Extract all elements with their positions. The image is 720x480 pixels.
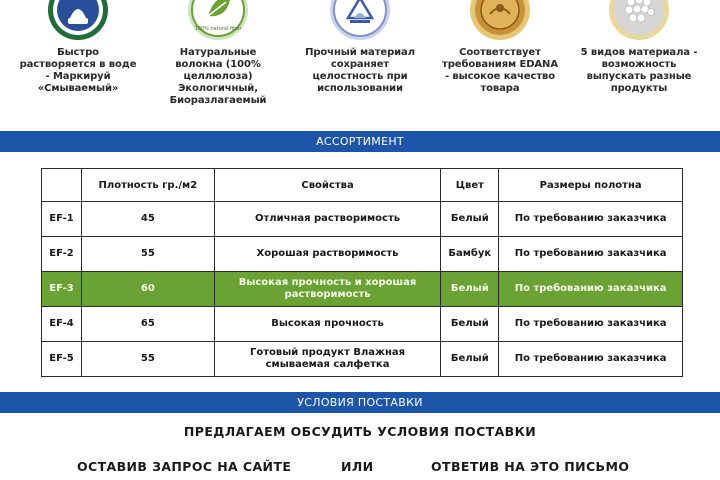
table-row xyxy=(42,237,683,272)
assortment-table xyxy=(41,168,683,377)
cell-size: По требованию заказчика xyxy=(499,307,683,342)
cell-property: Хорошая растворимость xyxy=(214,237,441,272)
strong-material-icon xyxy=(328,0,392,42)
table-row xyxy=(42,342,683,377)
cell-density: 55 xyxy=(81,342,214,377)
header-property: Свойства xyxy=(214,169,441,202)
cell-property: Готовый продукт Влажная смываемая салфетка xyxy=(214,342,441,377)
or-separator: ИЛИ xyxy=(341,459,374,474)
table-header-row xyxy=(42,169,683,202)
feature-text: Быстро растворяется в воде - Маркируй «Смываемый» xyxy=(19,47,137,94)
material-texture-icon xyxy=(607,0,671,42)
cell-color: Белый xyxy=(441,272,499,307)
request-on-site-link[interactable]: ОСТАВИВ ЗАПРОС НА САЙТЕ xyxy=(77,459,292,474)
cell-density: 60 xyxy=(81,272,214,307)
feature-text: Натуральные волокна (100% целлюлоза) Экологичный, Биоразлагаемый xyxy=(169,47,267,106)
cell-density: 65 xyxy=(81,307,214,342)
cell-size: По требованию заказчика xyxy=(499,342,683,377)
table-row-highlighted xyxy=(42,272,683,307)
cell-color: Белый xyxy=(441,307,499,342)
delivery-title: УСЛОВИЯ ПОСТАВКИ xyxy=(0,392,720,413)
cell-code: EF-4 xyxy=(42,307,82,342)
feature-text: 5 видов материала - возможность выпускать разные продукты xyxy=(580,47,698,94)
cell-color: Белый xyxy=(441,342,499,377)
features-row xyxy=(0,0,720,128)
svg-text:100% natural fiber: 100% natural fiber xyxy=(194,26,242,32)
cell-size: По требованию заказчика xyxy=(499,272,683,307)
header-size: Размеры полотна xyxy=(499,169,683,202)
cell-code: EF-5 xyxy=(42,342,82,377)
cell-property: Высокая прочность и хорошая растворимость xyxy=(214,272,441,307)
cell-color: Бамбук xyxy=(441,237,499,272)
cell-code: EF-3 xyxy=(42,272,82,307)
feature-text: Соответствует требованиям EDANA - высокое качество товара xyxy=(442,47,558,94)
table-row xyxy=(42,307,683,342)
water-drop-icon xyxy=(46,0,110,42)
assortment-title: АССОРТИМЕНТ xyxy=(0,131,720,152)
delivery-offer-text: ПРЕДЛАГАЕМ ОБСУДИТЬ УСЛОВИЯ ПОСТАВКИ xyxy=(183,424,537,439)
cell-code: EF-2 xyxy=(42,237,82,272)
cell-property: Высокая прочность xyxy=(214,307,441,342)
edana-quality-icon xyxy=(468,0,532,42)
header-density: Плотность гр./м2 xyxy=(81,169,214,202)
leaf-natural-fiber-icon xyxy=(186,0,250,42)
cell-color: Белый xyxy=(441,202,499,237)
cell-size: По требованию заказчика xyxy=(499,202,683,237)
cell-density: 45 xyxy=(81,202,214,237)
feature-text: Прочный материал сохраняет целостность при использовании xyxy=(305,47,415,94)
cell-code: EF-1 xyxy=(42,202,82,237)
header-color: Цвет xyxy=(441,169,499,202)
cell-size: По требованию заказчика xyxy=(499,237,683,272)
reply-to-email-link[interactable]: ОТВЕТИВ НА ЭТО ПИСЬМО xyxy=(431,459,630,474)
table-row xyxy=(42,202,683,237)
cell-property: Отличная растворимость xyxy=(214,202,441,237)
cell-density: 55 xyxy=(81,237,214,272)
header-code xyxy=(42,169,82,202)
